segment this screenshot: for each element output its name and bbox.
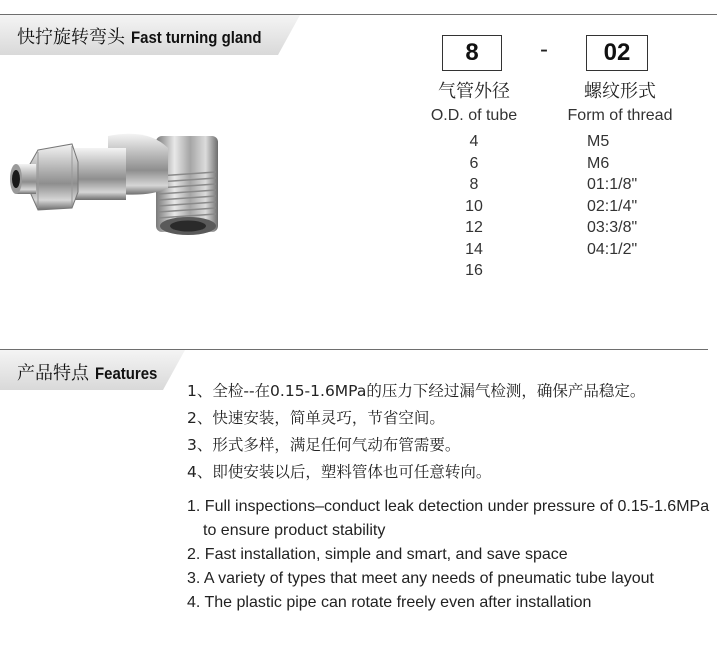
od-header-en: O.D. of tube — [430, 107, 518, 124]
feature-item-cn: 2、快速安装，简单灵巧，节省空间。 — [187, 409, 445, 427]
features-list-cn — [187, 378, 645, 486]
od-value: 8 — [469, 176, 479, 193]
feature-item-cn: 1、全检--在0.15-1.6MPa的压力下经过漏气检测，确保产品稳定。 — [187, 382, 646, 400]
od-header-cn: 气管外径 — [438, 81, 510, 102]
features-rule — [0, 349, 708, 350]
product-title-cn: 快拧旋转弯头 — [17, 27, 125, 48]
thread-value: 02:1/4" — [587, 197, 638, 215]
od-value: 12 — [465, 219, 483, 236]
thread-value: 01:1/8" — [587, 176, 638, 193]
feature-item-en-continued: to ensure product stability — [203, 522, 386, 539]
od-column — [414, 77, 534, 282]
thread-value: M5 — [587, 133, 610, 150]
product-title-en: Fast turning gland — [131, 28, 262, 47]
feature-item-en: 3. A variety of types that meet any needs of pneumatic tube layout — [187, 570, 654, 587]
features-title-en: Features — [95, 364, 158, 383]
feature-item-cn: 3、形式多样，满足任何气动布管需要。 — [187, 436, 461, 454]
top-rule — [0, 14, 717, 15]
thread-header-en: Form of thread — [567, 107, 673, 124]
thread-column — [555, 77, 685, 260]
od-value: 16 — [465, 262, 483, 279]
od-value: 4 — [469, 133, 479, 150]
product-title — [17, 23, 279, 49]
features-title-cn: 产品特点 — [17, 363, 89, 384]
od-value: 6 — [469, 154, 479, 172]
feature-item-en: 2. Fast installation, simple and smart, and save space — [187, 546, 568, 563]
od-value: 14 — [465, 240, 483, 258]
thread-header-cn: 螺纹形式 — [584, 81, 656, 102]
thread-value: 03:3/8" — [587, 219, 638, 236]
feature-item-en: 1. Full inspections–conduct leak detection under pressure of 0.15-1.6MPa — [187, 498, 710, 515]
code-separator: - — [540, 36, 548, 63]
feature-item-cn: 4、即使安装以后，塑料管体也可任意转向。 — [187, 463, 492, 481]
code-od-box: 8 — [442, 35, 502, 71]
feature-item-en: 4. The plastic pipe can rotate freely even after installation — [187, 594, 592, 611]
code-thread-box: 02 — [586, 35, 648, 71]
thread-value: M6 — [587, 154, 610, 172]
thread-value: 04:1/2" — [587, 240, 638, 258]
features-title — [17, 359, 166, 385]
features-list-en — [187, 495, 712, 615]
od-value: 10 — [465, 197, 483, 215]
elbow-fitting-photo — [8, 118, 228, 238]
